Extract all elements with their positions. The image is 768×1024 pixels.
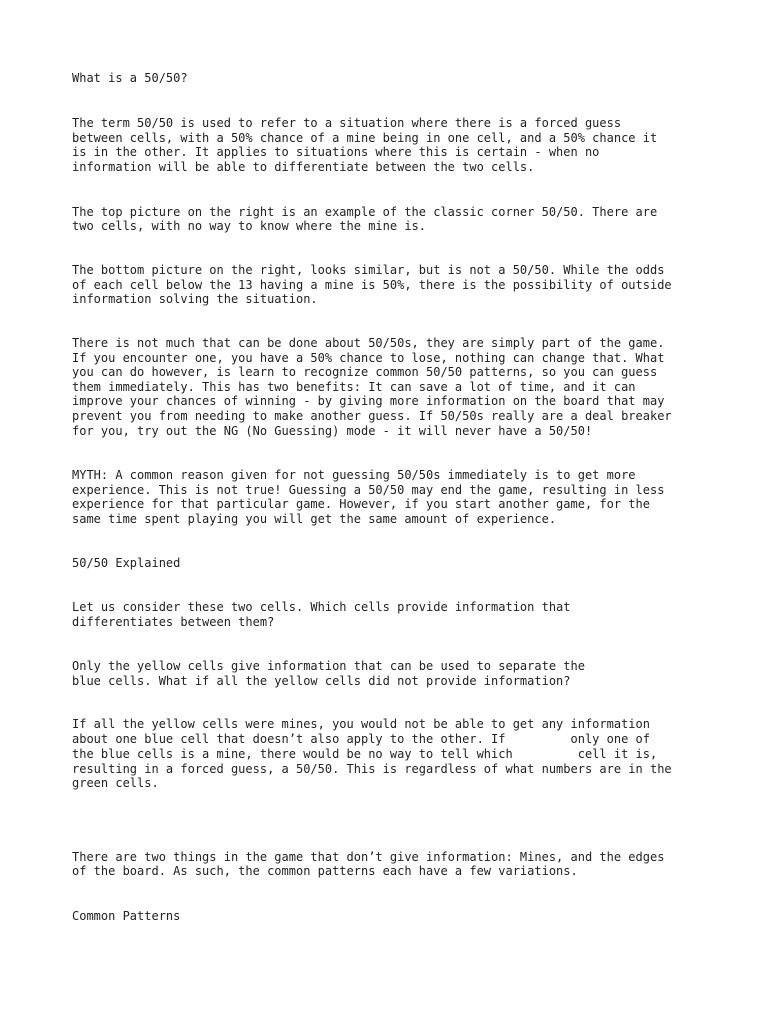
- paragraph-recognize-line: There is not much that can be done about 50/50s, they are simply part of the game.: [72, 336, 665, 350]
- paragraph-recognize-line: you can do however, is learn to recognize common 50/50 patterns, so you can guess: [72, 365, 658, 379]
- paragraph-recognize-line: for you, try out the NG (No Guessing) mode - it will never have a 50/50!: [72, 424, 593, 438]
- paragraph-forced-guess-line: green cells.: [72, 776, 159, 790]
- paragraph-forced-guess-line: resulting in a forced guess, a 50/50. This is regardless of what numbers are in the: [72, 762, 672, 776]
- paragraph-recognize-line: If you encounter one, you have a 50% chance to lose, nothing can change that. What: [72, 351, 665, 365]
- paragraph-definition-line: is in the other. It applies to situations where this is certain - when no: [72, 145, 600, 159]
- paragraph-definition-line: between cells, with a 50% chance of a mine being in one cell, and a 50% chance it: [72, 131, 658, 145]
- paragraph-recognize-line: prevent you from needing to make another guess. If 50/50s really are a deal breaker: [72, 409, 672, 423]
- paragraph-no-information-line: of the board. As such, the common patterns each have a few variations.: [72, 864, 578, 878]
- paragraph-top-picture-line: The top picture on the right is an example of the classic corner 50/50. There are: [72, 205, 658, 219]
- paragraph-definition-line: information will be able to differentiate between the two cells.: [72, 160, 535, 174]
- paragraph-two-cells-line: Let us consider these two cells. Which cells provide information that: [72, 600, 571, 614]
- paragraph-forced-guess-line: the blue cells is a mine, there would be no way to tell which cell it is,: [72, 747, 658, 761]
- heading-5050-explained: 50/50 Explained: [72, 556, 181, 570]
- paragraph-no-information-line: There are two things in the game that don’t give information: Mines, and the edges: [72, 850, 665, 864]
- paragraph-recognize-line: improve your chances of winning - by giving more information on the board that may: [72, 394, 665, 408]
- paragraph-yellow-cells-line: blue cells. What if all the yellow cells did not provide information?: [72, 674, 571, 688]
- paragraph-forced-guess-line: If all the yellow cells were mines, you would not be able to get any information: [72, 717, 650, 731]
- paragraph-myth-line: same time spent playing you will get the same amount of experience.: [72, 512, 557, 526]
- paragraph-myth-line: MYTH: A common reason given for not guessing 50/50s immediately is to get more: [72, 468, 636, 482]
- paragraph-recognize-line: them immediately. This has two benefits: It can save a lot of time, and it can: [72, 380, 636, 394]
- paragraph-definition-line: The term 50/50 is used to refer to a situation where there is a forced guess: [72, 116, 622, 130]
- paragraph-yellow-cells-line: Only the yellow cells give information that can be used to separate the: [72, 659, 585, 673]
- paragraph-myth-line: experience. This is not true! Guessing a 50/50 may end the game, resulting in less: [72, 483, 665, 497]
- paragraph-myth-line: experience for that particular game. However, if you start another game, for the: [72, 497, 650, 511]
- paragraph-two-cells-line: differentiates between them?: [72, 615, 275, 629]
- heading-common-patterns: Common Patterns: [72, 909, 181, 923]
- paragraph-top-picture-line: two cells, with no way to know where the mine is.: [72, 219, 427, 233]
- paragraph-bottom-picture-line: The bottom picture on the right, looks similar, but is not a 50/50. While the odds: [72, 263, 665, 277]
- paragraph-forced-guess-line: about one blue cell that doesn’t also apply to the other. If only one of: [72, 732, 650, 746]
- paragraph-bottom-picture-line: information solving the situation.: [72, 292, 318, 306]
- heading-what-is-5050: What is a 50/50?: [72, 71, 188, 85]
- paragraph-bottom-picture-line: of each cell below the 13 having a mine is 50%, there is the possibility of outside: [72, 278, 672, 292]
